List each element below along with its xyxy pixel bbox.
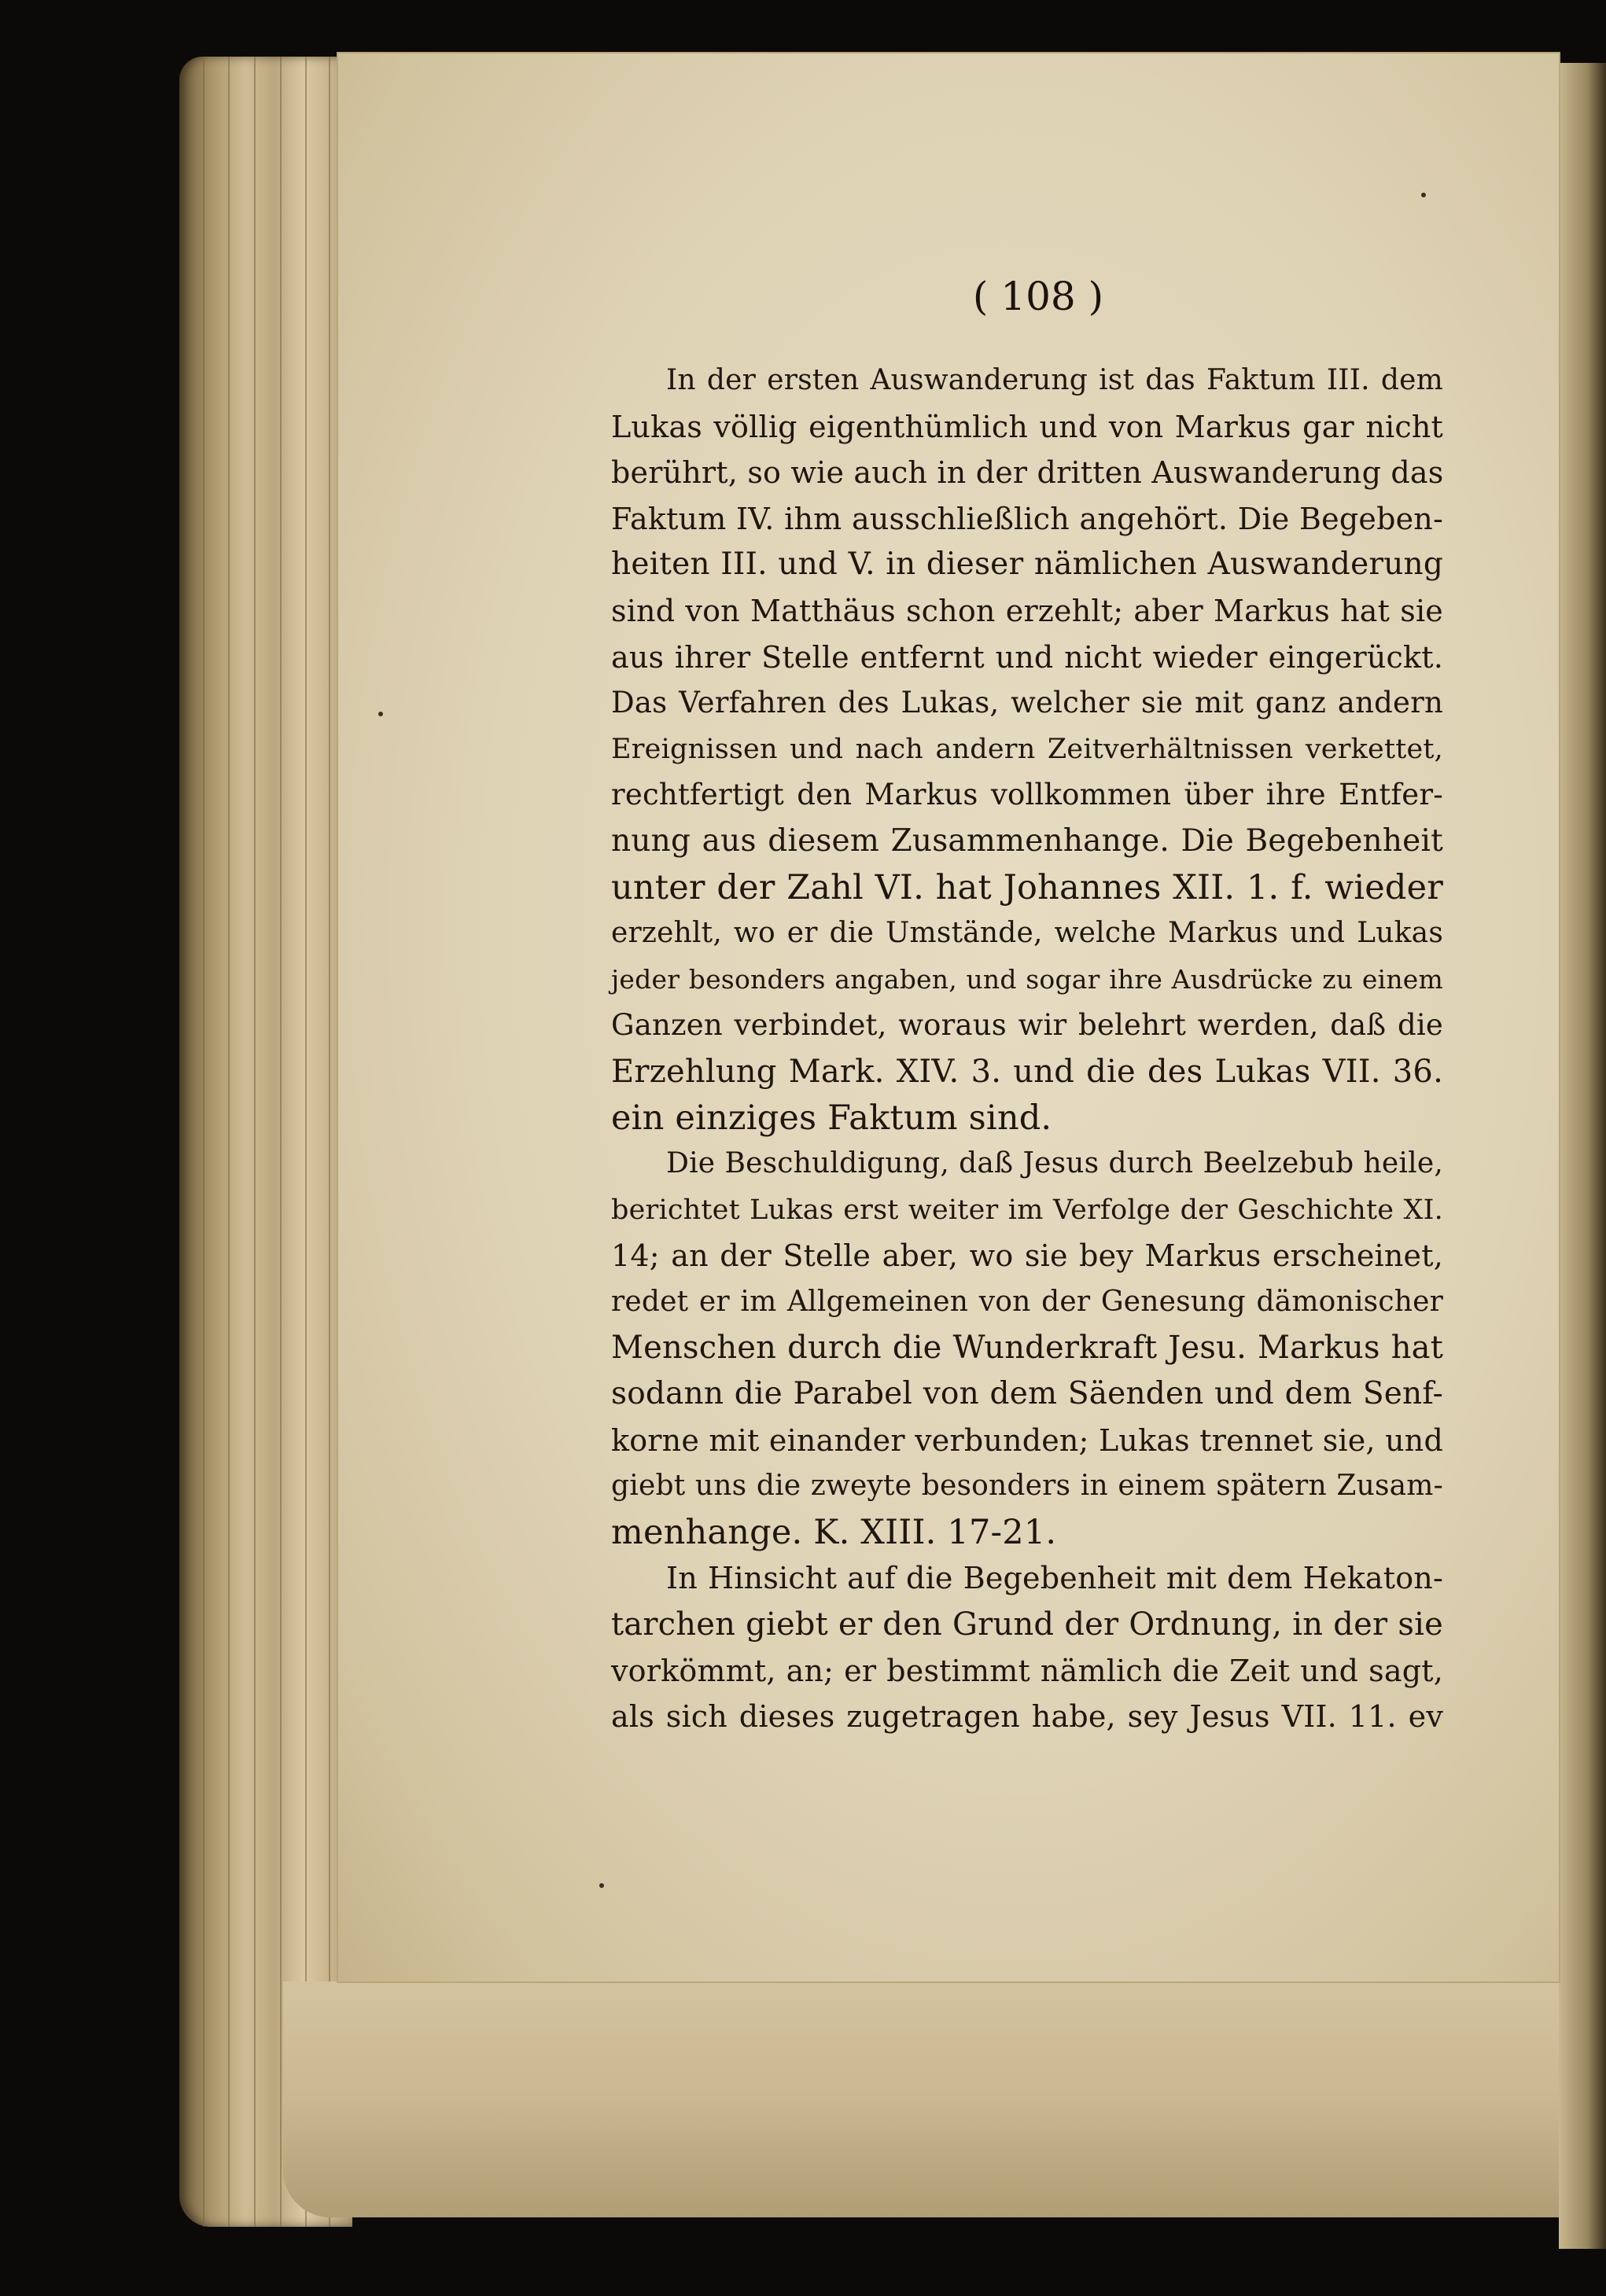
- page-bottom-edge: [283, 1981, 1573, 2217]
- text-line: 14; an der Stelle aber, wo sie bey Markus erscheinet,: [611, 1238, 1443, 1274]
- paragraph-2: [611, 1141, 1443, 1555]
- text-line: menhange. K. XIII. 17-21.: [611, 1512, 1057, 1552]
- text-line: Faktum IV. ihm ausschließlich angehört. Die Begeben-: [611, 501, 1443, 536]
- ink-speck: [1421, 193, 1426, 197]
- facing-page-edge: [1559, 63, 1606, 2249]
- text-line: vorkömmt, an; er bestimmt nämlich die Zeit und sagt,: [611, 1653, 1443, 1688]
- page-stack-edge: [179, 57, 352, 2227]
- text-line: nung aus diesem Zusammenhange. Die Begebenheit: [611, 822, 1443, 859]
- paragraph-1: [611, 358, 1443, 1141]
- text-line: als sich dieses zugetragen habe, sey Jesus VII. 11. ev: [611, 1699, 1443, 1735]
- text-line: berührt, so wie auch in der dritten Auswanderung das: [611, 455, 1444, 491]
- text-line: berichtet Lukas erst weiter im Verfolge der Geschichte XI.: [611, 1194, 1443, 1226]
- text-line: sind von Matthäus schon erzehlt; aber Markus hat sie: [611, 593, 1443, 628]
- text-line: Erzehlung Mark. XIV. 3. und die des Lukas VII. 36.: [611, 1053, 1443, 1090]
- text-line: Menschen durch die Wunderkraft Jesu. Markus hat: [611, 1330, 1443, 1367]
- text-line: rechtfertigt den Markus vollkommen über ihre Entfer-: [611, 778, 1443, 812]
- paragraph-3: [611, 1555, 1443, 1739]
- text-line: heiten III. und V. in dieser nämlichen Auswanderung: [611, 546, 1443, 583]
- text-line: erzehlt, wo er die Umstände, welche Markus und Lukas: [611, 917, 1443, 950]
- text-line: korne mit einander verbunden; Lukas trennet sie, und: [611, 1422, 1443, 1458]
- text-line: In Hinsicht auf die Begebenheit mit dem Hekaton-: [666, 1561, 1443, 1596]
- text-line: Lukas völlig eigenthümlich und von Markus gar nicht: [611, 409, 1443, 444]
- text-line: giebt uns die zweyte besonders in einem spätern Zusam-: [611, 1470, 1443, 1503]
- text-line: Das Verfahren des Lukas, welcher sie mit ganz andern: [611, 686, 1443, 720]
- text-line: redet er im Allgemeinen von der Genesung dämonischer: [611, 1285, 1443, 1318]
- text-line: sodann die Parabel von dem Säenden und dem Senf-: [611, 1376, 1443, 1412]
- text-line: In der ersten Auswanderung ist das Faktum III. dem: [666, 364, 1443, 396]
- text-line: Ereignissen und nach andern Zeitverhältnissen verkettet,: [611, 733, 1443, 765]
- page-number: ( 108 ): [972, 274, 1104, 319]
- text-line: unter der Zahl VI. hat Johannes XII. 1. f. wieder: [611, 867, 1443, 907]
- text-line: Ganzen verbindet, woraus wir belehrt werden, daß die: [611, 1008, 1443, 1043]
- text-line: ein einziges Faktum sind.: [611, 1098, 1052, 1138]
- text-line: jeder besonders angaben, und sogar ihre Ausdrücke zu einem: [611, 963, 1443, 995]
- page-body-text: [611, 358, 1443, 1740]
- ink-speck: [378, 712, 383, 716]
- text-line: tarchen giebt er den Grund der Ordnung, in der sie: [611, 1606, 1443, 1643]
- text-line: aus ihrer Stelle entfernt und nicht wieder eingerückt.: [611, 639, 1443, 675]
- ink-speck: [599, 1883, 604, 1888]
- text-line: Die Beschuldigung, daß Jesus durch Beelzebub heile,: [666, 1147, 1443, 1180]
